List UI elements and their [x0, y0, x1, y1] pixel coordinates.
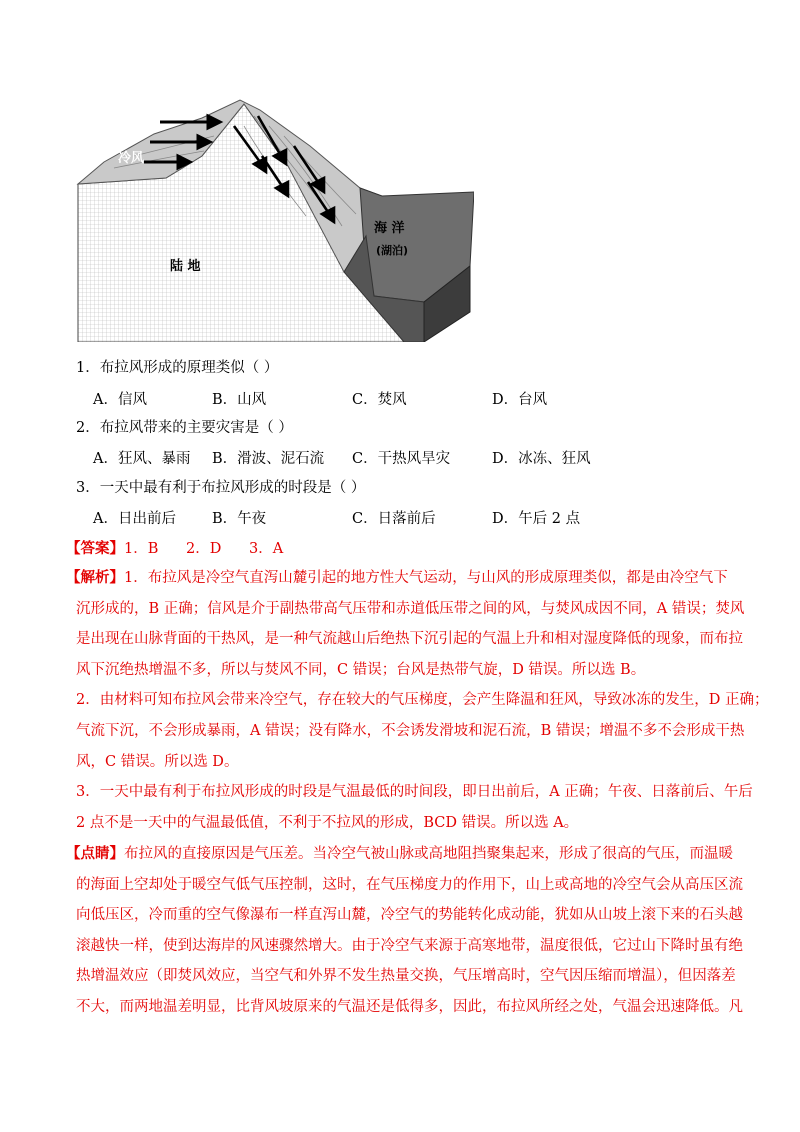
- analysis-p1-line1: [66, 563, 742, 594]
- analysis-p1-line2: 沉形成的，B 正确；信风是介于副热带高气压带和赤道低压带之间的风，与焚风成因不同，A 错误；焚风: [76, 600, 745, 617]
- comment-line5: 热增温效应（即焚风效应，当空气和外界不发生热量交换，气压增高时，空气因压缩而增温），但因落差: [76, 968, 736, 985]
- analysis-block: [66, 563, 769, 838]
- comment-block: [66, 839, 742, 1023]
- answer-text: 1．B 2．D 3．A: [124, 541, 284, 557]
- label-land: 陆 地: [170, 259, 201, 274]
- comment-line2: 的海面上空却处于暖空气低气压控制，这时，在气压梯度力的作用下，山上或高地的冷空气会从高压区流: [76, 876, 743, 893]
- question-2: 2．布拉风带来的主要灾害是（ ）: [76, 420, 293, 436]
- q3-option-b: B．午夜: [212, 511, 267, 527]
- q1-option-b: B．山风: [212, 392, 267, 408]
- q3-option-c: C．日落前后: [352, 511, 436, 527]
- q1-option-a: A．信风: [93, 392, 147, 408]
- question-1: 1．布拉风形成的原理类似（ ）: [76, 360, 279, 376]
- q2-option-c: C．干热风旱灾: [352, 451, 451, 467]
- comment-line3: 向低压区，冷而重的空气像瀑布一样直泻山麓，冷空气的势能转化成动能，犹如从山坡上滚下来的石头越: [76, 907, 743, 924]
- mountain-diagram-svg: [74, 96, 474, 342]
- analysis-p2-line1: 2．由材料可知布拉风会带来冷空气，存在较大的气压梯度，会产生降温和狂风，导致冰冻的发生，D 正确；: [76, 692, 769, 709]
- comment-line4: 滚越快一样，使到达海岸的风速骤然增大。由于冷空气来源于高寒地带，温度很低，它过山下降时虽有绝: [76, 937, 743, 954]
- analysis-p3-line2: 2 点不是一天中的气温最低值，不利于不拉风的形成，BCD 错误。所以选 A。: [76, 814, 579, 831]
- q3-option-d: D．午后 2 点: [492, 511, 581, 527]
- q1-option-c: C．焚风: [352, 392, 407, 408]
- answer-line: [66, 539, 283, 559]
- analysis-p1-text-1: 1．布拉风是冷空气直泻山麓引起的地方性大气运动，与山风的形成原理类似，都是由冷空气下: [124, 570, 728, 586]
- q2-option-d: D．冰冻、狂风: [492, 451, 591, 467]
- analysis-p1-line3: 是出现在山脉背面的干热风，是一种气流越山后绝热下沉引起的气温上升和相对湿度降低的现象，而布拉: [76, 631, 743, 648]
- label-cold-wind: 冷风: [118, 151, 145, 166]
- q3-option-a: A．日出前后: [93, 511, 176, 527]
- q2-option-a: A．狂风、暴雨: [93, 451, 191, 467]
- label-lake: (湖泊): [376, 244, 409, 257]
- analysis-tag: 【解析】: [66, 569, 124, 586]
- comment-line6: 不大，而两地温差明显，比背风坡原来的气温还是低得多，因此，布拉风所经之处，气温会迅速降低。凡: [76, 998, 743, 1015]
- analysis-p2-line3: 风，C 错误。所以选 D。: [76, 753, 239, 770]
- question-3: 3．一天中最有利于布拉风形成的时段是（ ）: [76, 480, 366, 496]
- analysis-p3-line1: 3．一天中最有利于布拉风形成的时段是气温最低的时间段，即日出前后，A 正确；午夜、日落前后、午后: [76, 784, 753, 801]
- analysis-p2-line2: 气流下沉，不会形成暴雨，A 错误；没有降水，不会诱发滑坡和泥石流，B 错误；增温不多不会形成干热: [76, 722, 745, 739]
- bora-wind-diagram: [74, 96, 474, 342]
- comment-line1: [66, 839, 742, 870]
- answer-tag: 【答案】: [66, 540, 124, 557]
- comment-tag: 【点睛】: [66, 845, 124, 862]
- q2-option-b: B．滑波、泥石流: [212, 451, 325, 467]
- comment-text-1: 布拉风的直接原因是气压差。当冷空气被山脉或高地阻挡聚集起来，形成了很高的气压，而温暖: [124, 846, 733, 862]
- q1-option-d: D．台风: [492, 392, 548, 408]
- analysis-p1-line4: 风下沉绝热增温不多，所以与焚风不同，C 错误；台风是热带气旋，D 错误。所以选 B。: [76, 661, 646, 678]
- label-ocean: 海 洋: [374, 221, 405, 236]
